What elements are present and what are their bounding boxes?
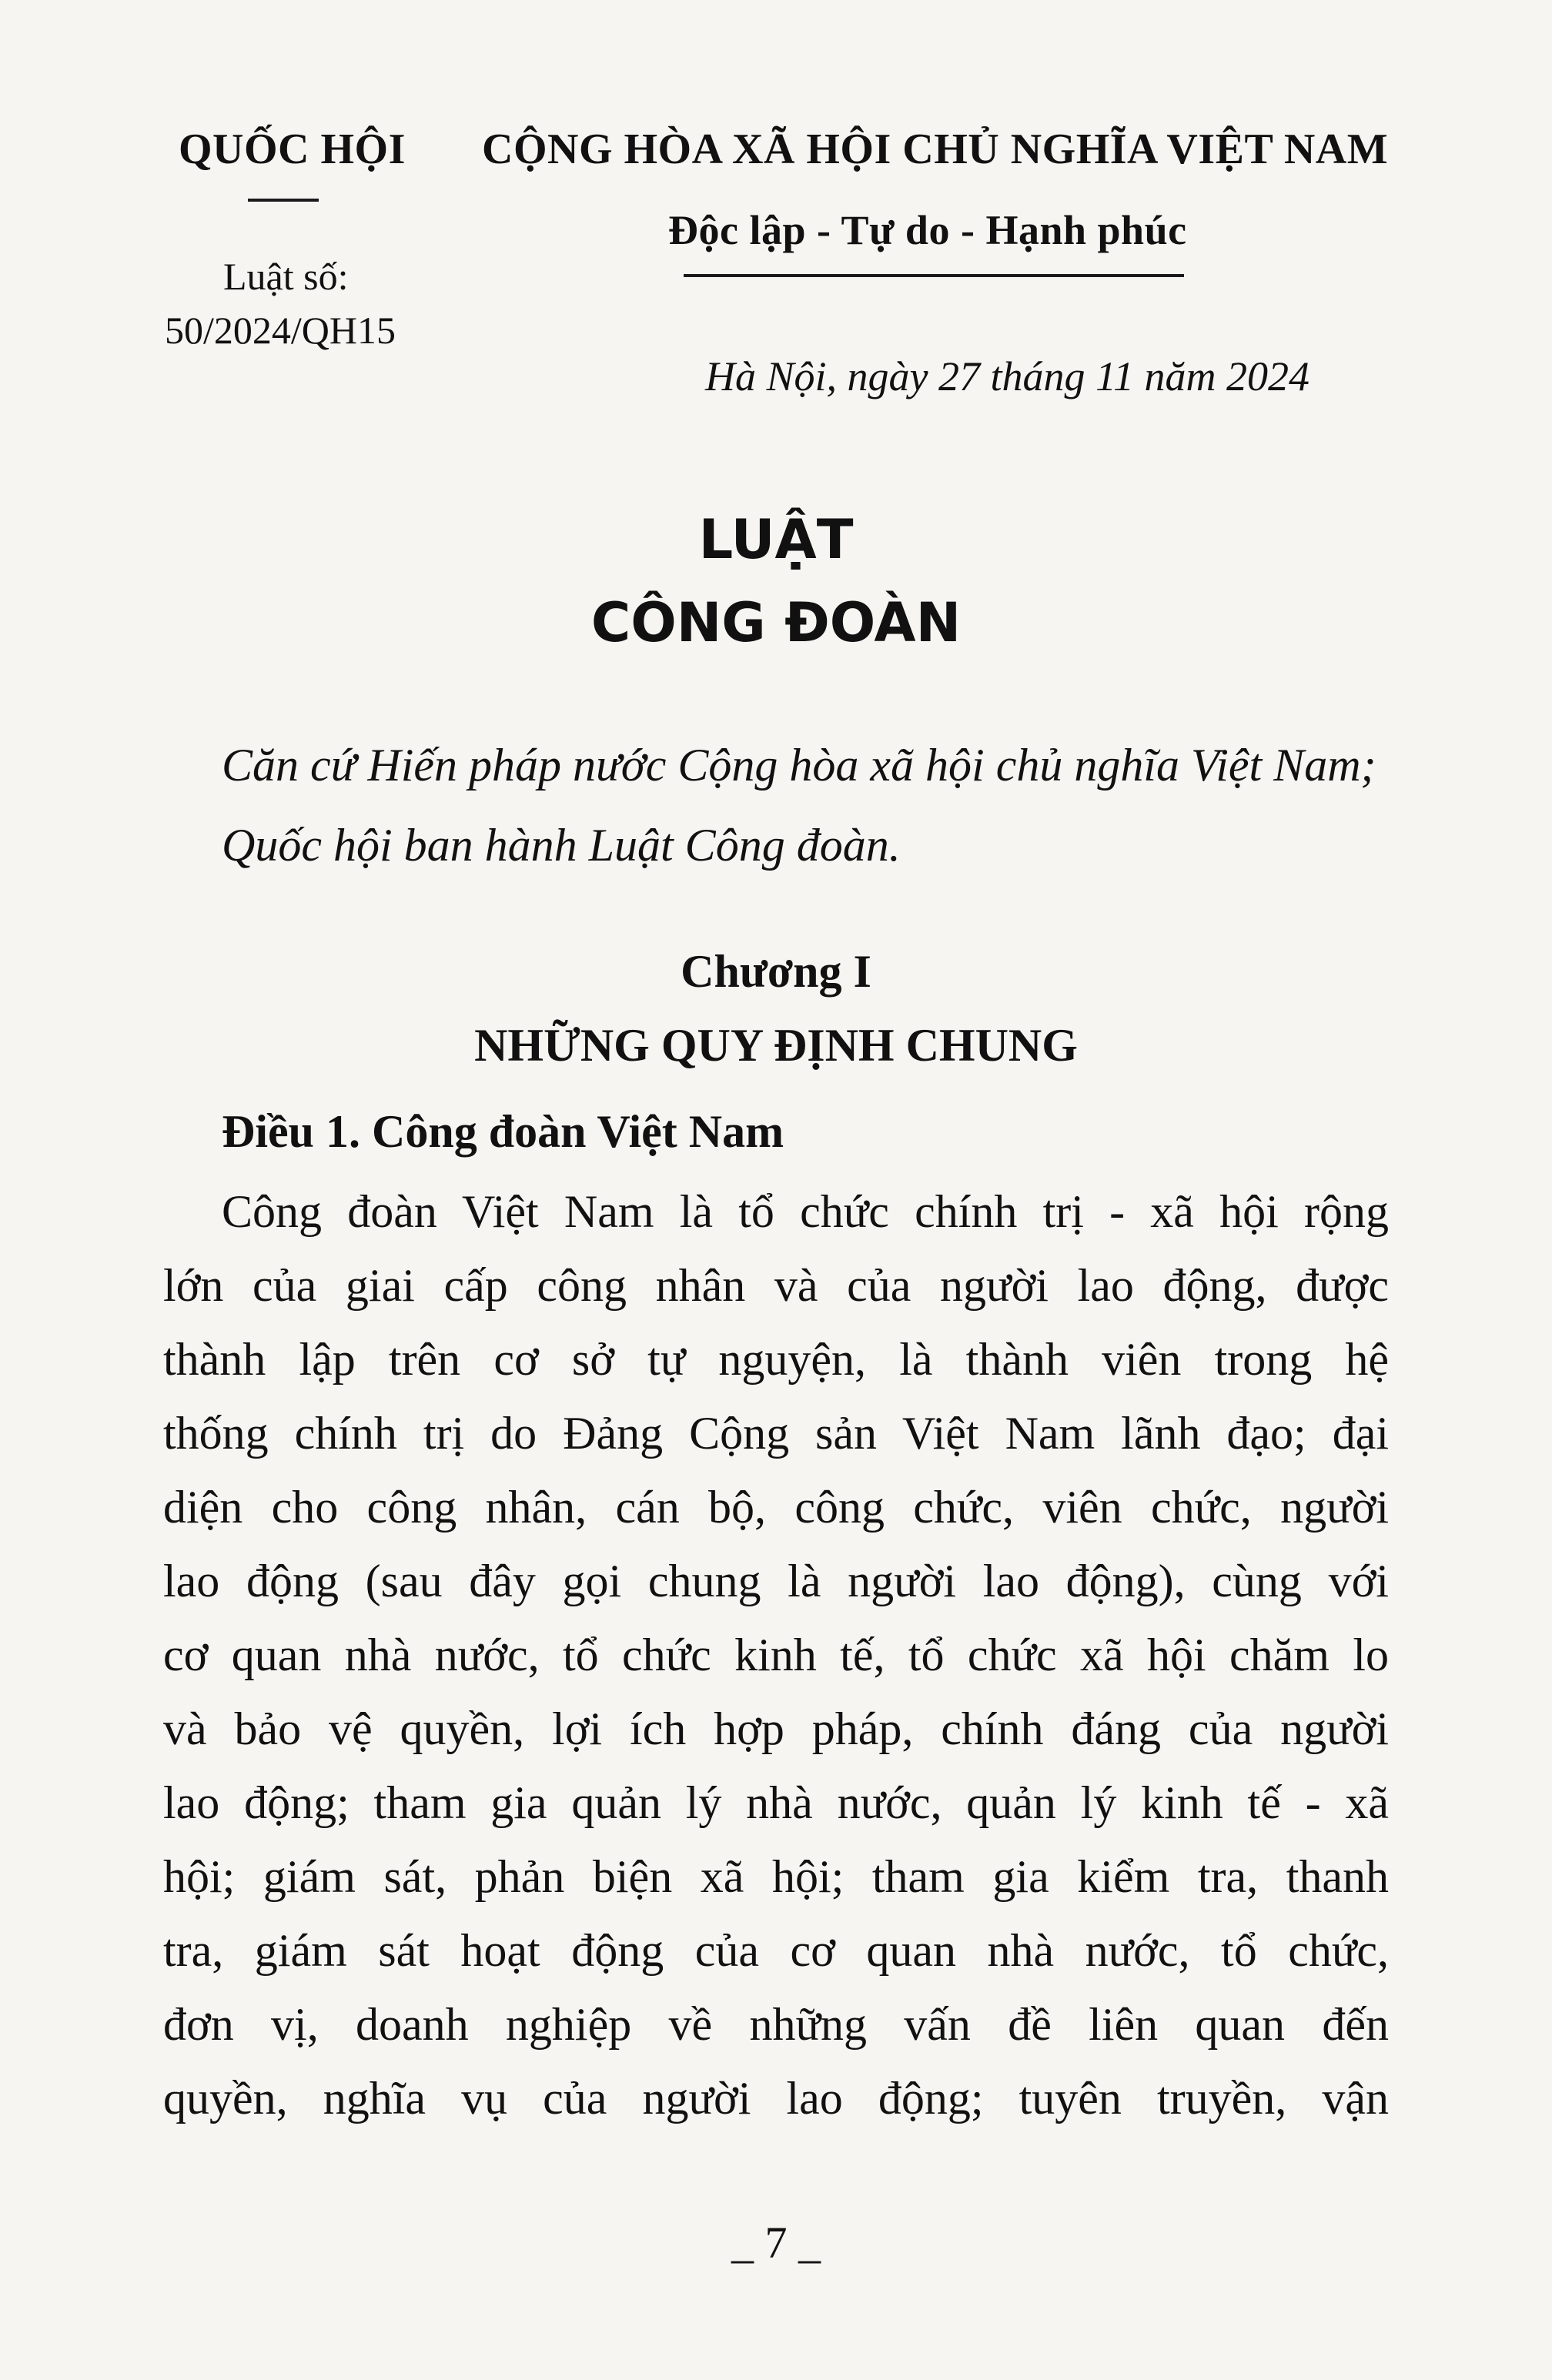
article-text-line: diện cho công nhân, cán bộ, công chức, viên chức, người [163, 1482, 1389, 1533]
issuing-body-underline [248, 199, 319, 202]
article-title: Điều 1. Công đoàn Việt Nam [222, 1106, 784, 1157]
national-motto: Độc lập - Tự do - Hạnh phúc [668, 207, 1187, 253]
article-text-line: thống chính trị do Đảng Cộng sản Việt Nam lãnh đạo; đại [163, 1408, 1389, 1459]
law-number-value: 50/2024/QH15 [165, 309, 396, 352]
article-text-line: quyền, nghĩa vụ của người lao động; tuyên truyền, vận [163, 2073, 1389, 2124]
preamble-line-1: Căn cứ Hiến pháp nước Cộng hòa xã hội chủ nghĩa Việt Nam; [222, 740, 1376, 791]
law-number-label: Luật số: [223, 255, 349, 298]
article-text-line: và bảo vệ quyền, lợi ích hợp pháp, chính đáng của người [163, 1703, 1389, 1754]
article-text-line: Công đoàn Việt Nam là tổ chức chính trị - xã hội rộng [222, 1186, 1389, 1237]
preamble-line-2: Quốc hội ban hành Luật Công đoàn. [222, 820, 901, 871]
state-title: CỘNG HÒA XÃ HỘI CHỦ NGHĨA VIỆT NAM [482, 125, 1389, 173]
article-text-line: lao động (sau đây gọi chung là người lao động), cùng với [163, 1556, 1389, 1606]
document-type: LUẬT [698, 508, 854, 571]
article-text-line: lớn của giai cấp công nhân và của người lao động, được [163, 1260, 1389, 1311]
motto-underline [684, 274, 1184, 277]
article-text-line: đơn vị, doanh nghiệp về những vấn đề liên quan đến [163, 1999, 1389, 2050]
article-text-line: thành lập trên cơ sở tự nguyện, là thành viên trong hệ [163, 1334, 1389, 1385]
chapter-label: Chương I [681, 946, 871, 997]
issuing-body: QUỐC HỘI [179, 125, 406, 173]
article-text-line: tra, giám sát hoạt động của cơ quan nhà nước, tổ chức, [163, 1925, 1389, 1976]
page-number: _ 7 _ [731, 2218, 821, 2268]
article-text-line: hội; giám sát, phản biện xã hội; tham gia kiểm tra, thanh [163, 1851, 1389, 1902]
article-text-line: cơ quan nhà nước, tổ chức kinh tế, tổ chức xã hội chăm lo [163, 1630, 1389, 1680]
place-and-date: Hà Nội, ngày 27 tháng 11 năm 2024 [705, 353, 1310, 399]
document-title: CÔNG ĐOÀN [590, 591, 962, 654]
chapter-title: NHỮNG QUY ĐỊNH CHUNG [474, 1020, 1078, 1071]
article-text-line: lao động; tham gia quản lý nhà nước, quản lý kinh tế - xã [163, 1777, 1389, 1828]
